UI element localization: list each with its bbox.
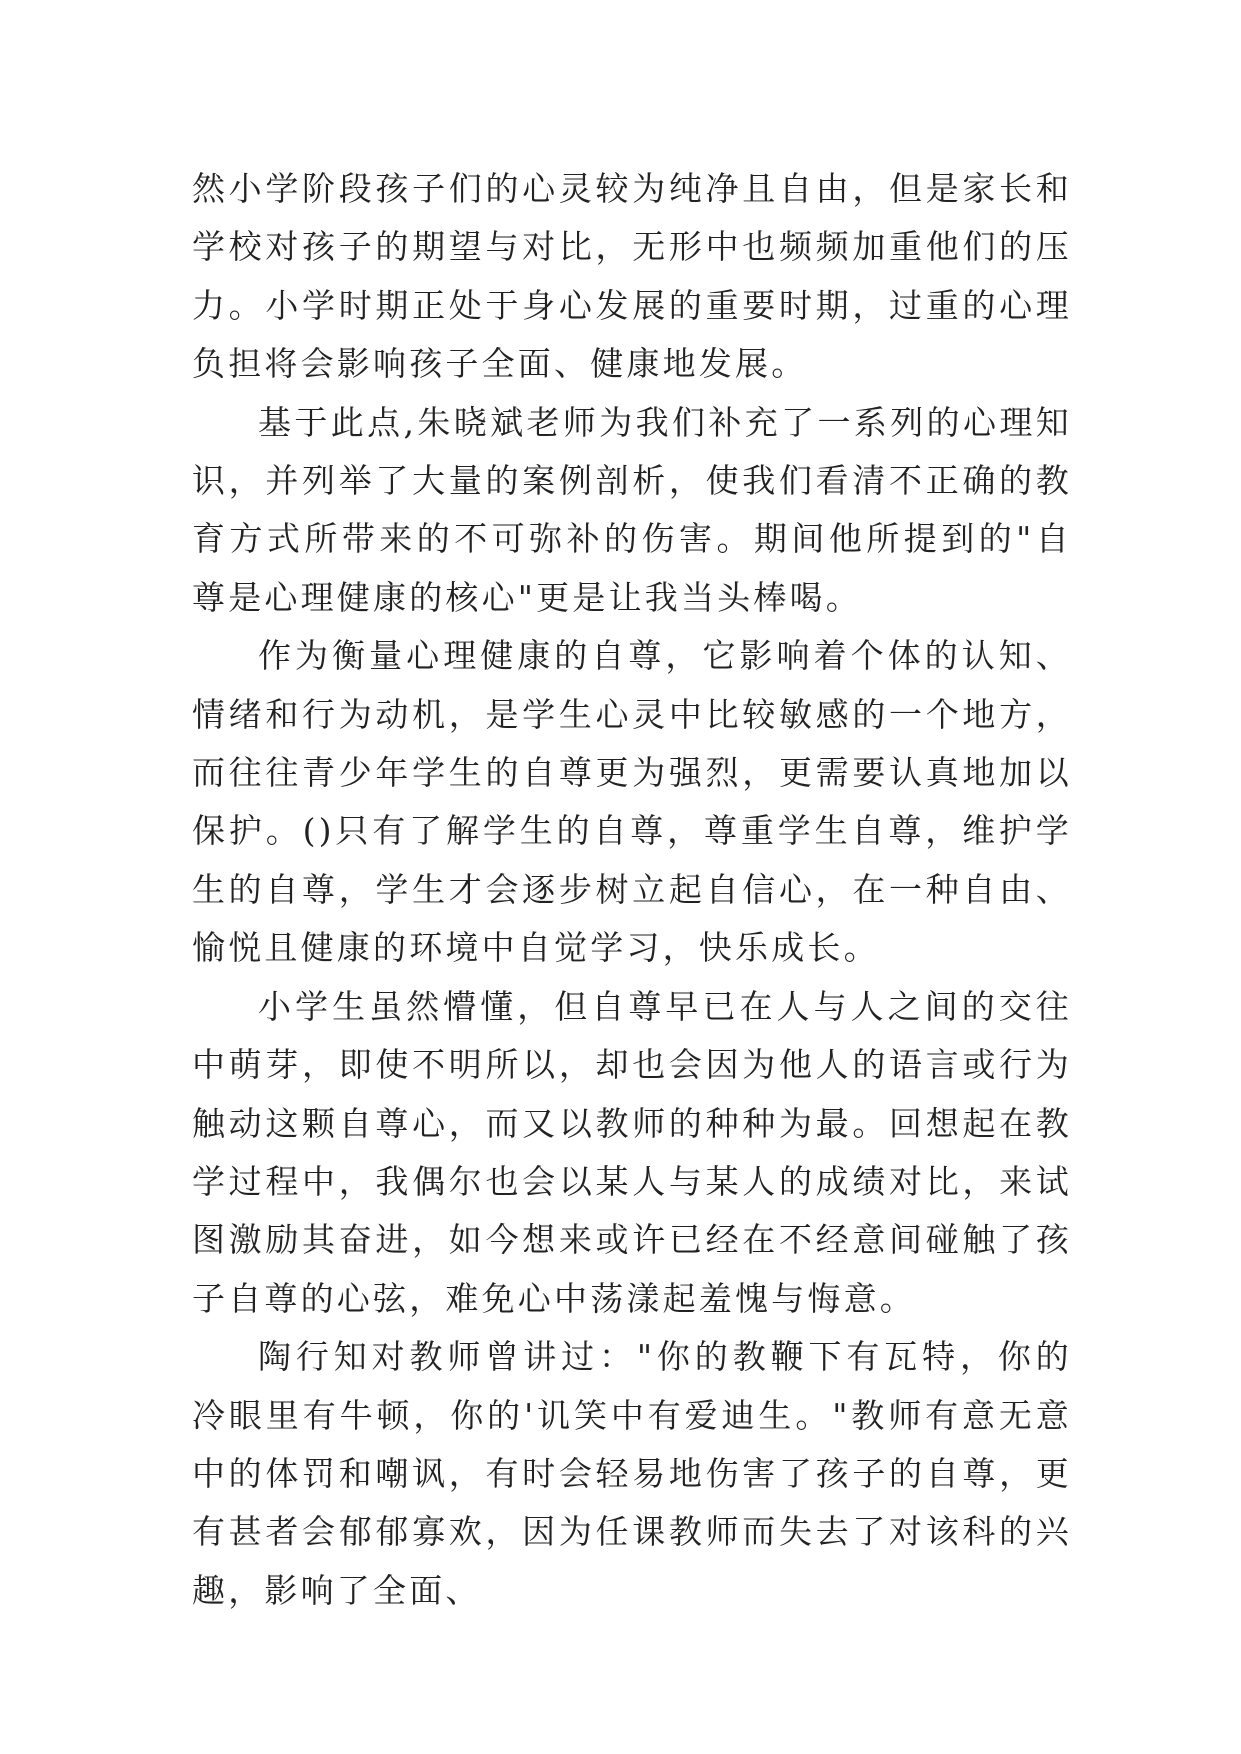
document-body (192, 160, 1072, 1620)
paragraph-2: 基于此点,朱晓斌老师为我们补充了一系列的心理知识，并列举了大量的案例剖析，使我们看清不正确的教育方式所带来的不可弥补的伤害。期间他所提到的"自尊是心理健康的核心"更是让我当头棒喝。 (192, 402, 1072, 617)
paragraph-5: 陶行知对教师曾讲过："你的教鞭下有瓦特，你的冷眼里有牛顿，你的'讥笑中有爱迪生。"教师有意无意中的体罚和嘲讽，有时会轻易地伤害了孩子的自尊，更有甚者会郁郁寡欢，因为任课教师而失去了对该科的兴趣，影响了全面、 (192, 1337, 1072, 1610)
paragraph-3: 作为衡量心理健康的自尊，它影响着个体的认知、情绪和行为动机，是学生心灵中比较敏感的一个地方，而往往青少年学生的自尊更为强烈，更需要认真地加以保护。()只有了解学生的自尊，尊重学生自尊，维护学生的自尊，学生才会逐步树立起自信心，在一种自由、愉悦且健康的环境中自觉学习，快乐成长。 (192, 636, 1072, 968)
paragraph-1: 然小学阶段孩子们的心灵较为纯净且自由，但是家长和学校对孩子的期望与对比，无形中也频频加重他们的压力。小学时期正处于身心发展的重要时期，过重的心理负担将会影响孩子全面、健康地发展。 (192, 169, 1072, 384)
paragraph-4: 小学生虽然懵懂，但自尊早已在人与人之间的交往中萌芽，即使不明所以，却也会因为他人的语言或行为触动这颗自尊心，而又以教师的种种为最。回想起在教学过程中，我偶尔也会以某人与某人的成绩对比，来试图激励其奋进，如今想来或许已经在不经意间碰触了孩子自尊的心弦，难免心中荡漾起羞愧与悔意。 (192, 986, 1072, 1318)
